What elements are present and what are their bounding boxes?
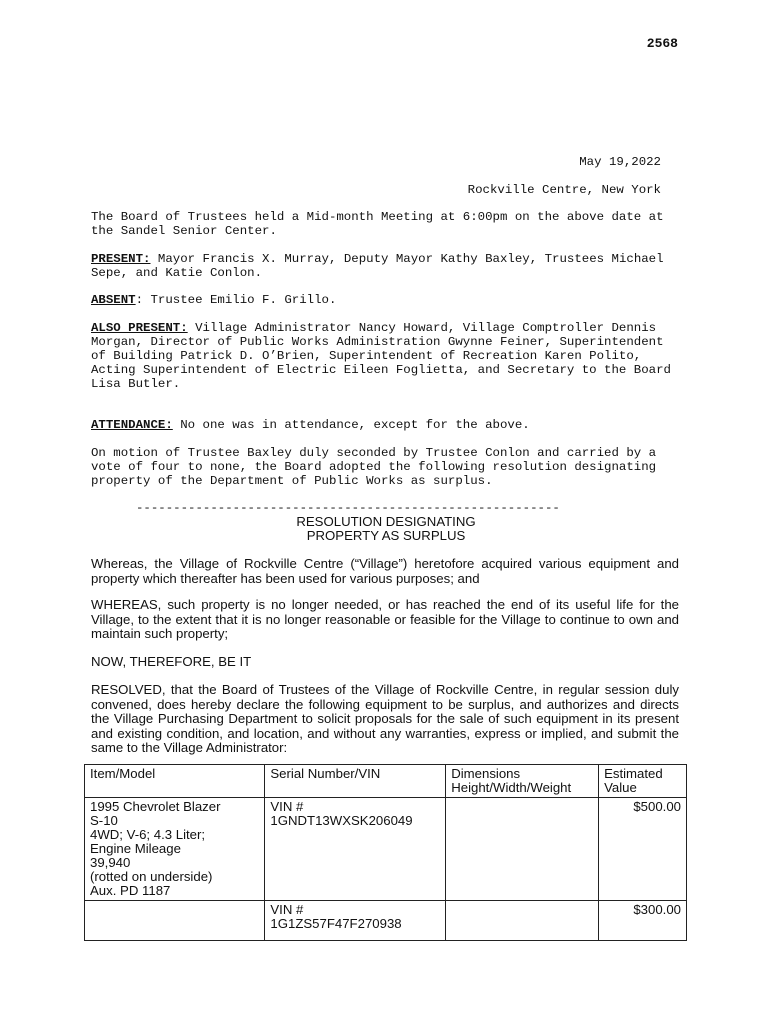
resolved-paragraph: RESOLVED, that the Board of Trustees of the Village of Rockville Centre, in regular session duly convened, does hereby declare the following equipment to be surplus, and authorizes and directs the Village Purchasing Department to solicit proposals for the sale of such equipment in its present and existing condition, and location, and without any warranties, express or implied, and submit the same to the Village Administrator: xyxy=(91,682,679,755)
table-row xyxy=(85,798,687,901)
estimated-value-cell: $500.00 xyxy=(599,798,687,901)
motion-paragraph: On motion of Trustee Baxley duly seconded by Trustee Conlon and carried by a vote of four to none, the Board adopted the following resolution designating property of the Department of Public Works as surplus. xyxy=(91,446,657,488)
also-present-label: ALSO PRESENT: xyxy=(91,321,188,335)
meeting-location: Rockville Centre, New York xyxy=(467,183,661,197)
whereas-paragraph-1: Whereas, the Village of Rockville Centre (“Village”) heretofore acquired various equipment and property which thereafter has been used for various purposes; and xyxy=(91,556,679,586)
surplus-equipment-table xyxy=(84,764,687,941)
item-model-cell: 1995 Chevrolet Blazer S-10 4WD; V-6; 4.3 Liter; Engine Mileage 39,940 (rotted on underside) Aux. PD 1187 xyxy=(85,798,265,901)
absent-paragraph xyxy=(91,293,681,307)
attendance-paragraph xyxy=(91,418,681,432)
table-row xyxy=(85,901,687,941)
whereas-paragraph-2: WHEREAS, such property is no longer needed, or has reached the end of its useful life for the Village, to the extent that it is no longer reasonable or feasible for the Village to continue to own and maintain such property; xyxy=(91,597,679,641)
estimated-value-cell: $300.00 xyxy=(599,901,687,941)
serial-number-cell: VIN # 1GNDT13WXSK206049 xyxy=(265,798,446,901)
attendance-label: ATTENDANCE: xyxy=(91,418,173,432)
page-number: 2568 xyxy=(646,36,678,51)
intro-paragraph: The Board of Trustees held a Mid-month Meeting at 6:00pm on the above date at the Sandel Senior Center. xyxy=(91,210,664,238)
header-dimensions: Dimensions Height/Width/Weight xyxy=(446,765,599,798)
resolution-title-line-1: RESOLUTION DESIGNATING xyxy=(296,514,476,529)
also-present-paragraph xyxy=(91,321,681,391)
table-header-row xyxy=(85,765,687,798)
resolution-title-line-2: PROPERTY AS SURPLUS xyxy=(306,528,466,543)
absent-label: ABSENT xyxy=(91,293,136,307)
dimensions-cell xyxy=(446,798,599,901)
header-item-model: Item/Model xyxy=(85,765,265,798)
dimensions-cell xyxy=(446,901,599,941)
meeting-date: May 19,2022 xyxy=(579,155,661,169)
now-therefore-paragraph: NOW, THEREFORE, BE IT xyxy=(91,654,252,669)
present-label: PRESENT: xyxy=(91,252,151,266)
attendance-text: No one was in attendance, except for the above. xyxy=(172,418,530,432)
divider-line: --------------------------------------------------------- xyxy=(136,501,560,515)
present-text: Mayor Francis X. Murray, Deputy Mayor Kathy Baxley, Trustees Michael Sepe, and Katie Conlon. xyxy=(91,252,664,280)
absent-text: : Trustee Emilio F. Grillo. xyxy=(135,293,337,307)
present-paragraph xyxy=(91,252,681,280)
also-present-text: Village Administrator Nancy Howard, Village Comptroller Dennis Morgan, Director of Public Works Administration Gwynne Feiner, Superintendent of Building Patrick D. O’Brien, Superintendent of Recreation Karen Polito, Acting Superintendent of Electric Eileen Foglietta, and Secretary to the Board Lisa Butler. xyxy=(91,321,671,391)
header-estimated-value: Estimated Value xyxy=(599,765,687,798)
item-model-cell xyxy=(85,901,265,941)
header-serial-number: Serial Number/VIN xyxy=(265,765,446,798)
serial-number-cell: VIN # 1G1ZS57F47F270938 xyxy=(265,901,446,941)
